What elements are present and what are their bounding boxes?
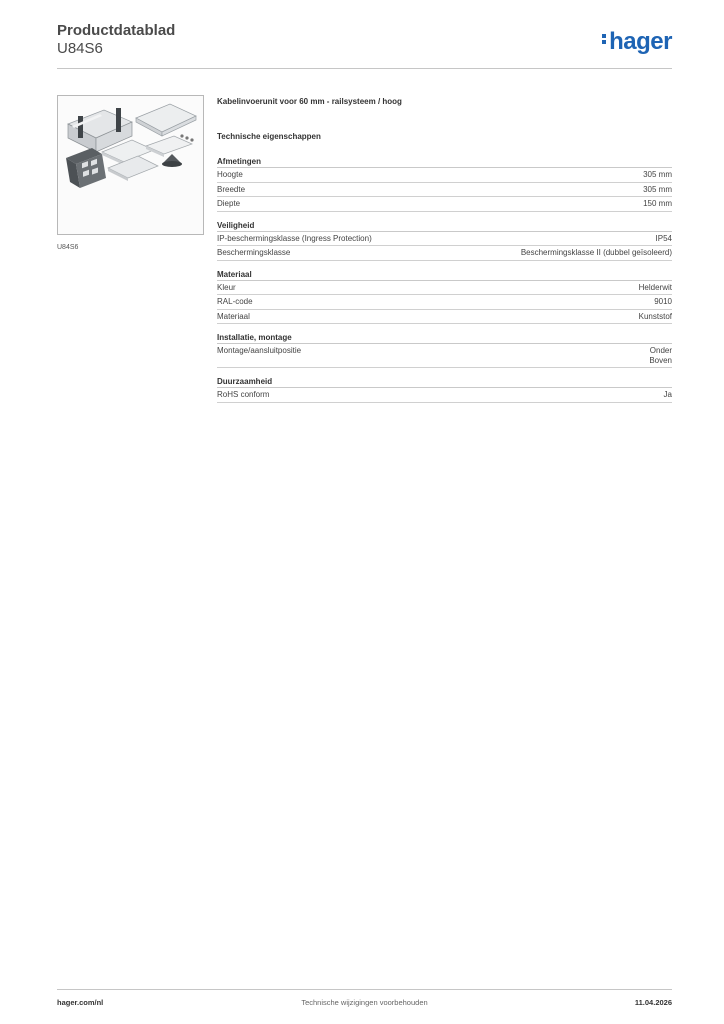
spec-row (217, 281, 672, 296)
product-description: Kabelinvoerunit voor 60 mm - railsysteem / hoog (217, 97, 402, 106)
header-divider (57, 68, 672, 69)
product-illustration-icon (58, 96, 203, 234)
spec-label: Diepte (217, 199, 241, 208)
spec-label: IP-beschermingsklasse (Ingress Protection) (217, 233, 372, 243)
spec-content (217, 97, 672, 412)
spec-label: RoHS conform (217, 390, 270, 399)
spec-value (649, 346, 672, 365)
spec-row (217, 246, 672, 261)
spec-group-materiaal (217, 270, 672, 325)
footer-website-link[interactable]: hager.com/nl (57, 998, 104, 1007)
spec-group-veiligheid (217, 221, 672, 261)
spec-value-line: Boven (649, 355, 672, 365)
product-image (57, 95, 204, 235)
product-code: U84S6 (57, 40, 103, 57)
spec-label: Beschermingsklasse (217, 248, 291, 257)
spec-label: Materiaal (217, 311, 250, 321)
page-header (57, 22, 672, 70)
spec-label: Hoogte (217, 170, 243, 179)
spec-value: 9010 (654, 297, 672, 306)
spec-row (217, 232, 672, 247)
spec-row (217, 183, 672, 198)
logo-text: hager (609, 28, 672, 55)
spec-row (217, 295, 672, 310)
group-title: Installatie, montage (217, 333, 672, 344)
spec-value: Helderwit (638, 282, 672, 292)
spec-value: Beschermingsklasse II (dubbel geïsoleerd) (520, 248, 672, 257)
spec-row (217, 197, 672, 212)
group-title: Materiaal (217, 270, 672, 281)
spec-value-line: Onder (649, 346, 672, 355)
page-title: Productdatablad (57, 22, 176, 39)
spec-value: 305 mm (643, 170, 672, 179)
spec-value: Ja (663, 390, 672, 399)
spec-row (217, 310, 672, 325)
spec-group-duurzaamheid (217, 377, 672, 403)
footer-notice: Technische wijzigingen voorbehouden (301, 998, 428, 1007)
spec-group-afmetingen (217, 157, 672, 212)
spec-value: 305 mm (643, 184, 672, 194)
spec-row (217, 344, 672, 368)
group-title: Veiligheid (217, 221, 672, 232)
spec-label: Montage/aansluitpositie (217, 346, 302, 355)
spec-label: Kleur (217, 282, 236, 292)
logo-dots-icon (602, 32, 608, 46)
group-title: Duurzaamheid (217, 377, 672, 388)
spec-row (217, 388, 672, 403)
spec-value: 150 mm (643, 199, 672, 208)
section-heading: Technische eigenschappen (217, 132, 321, 141)
spec-group-installatie (217, 333, 672, 368)
image-caption: U84S6 (57, 244, 79, 251)
footer-date: 11.04.2026 (634, 998, 672, 1007)
spec-label: RAL-code (217, 297, 253, 306)
spec-row (217, 168, 672, 183)
spec-value: Kunststof (638, 311, 672, 321)
spec-value: IP54 (655, 233, 672, 243)
spec-label: Breedte (217, 184, 246, 194)
group-title: Afmetingen (217, 157, 672, 168)
hager-logo (602, 28, 672, 56)
footer-divider (57, 989, 672, 990)
